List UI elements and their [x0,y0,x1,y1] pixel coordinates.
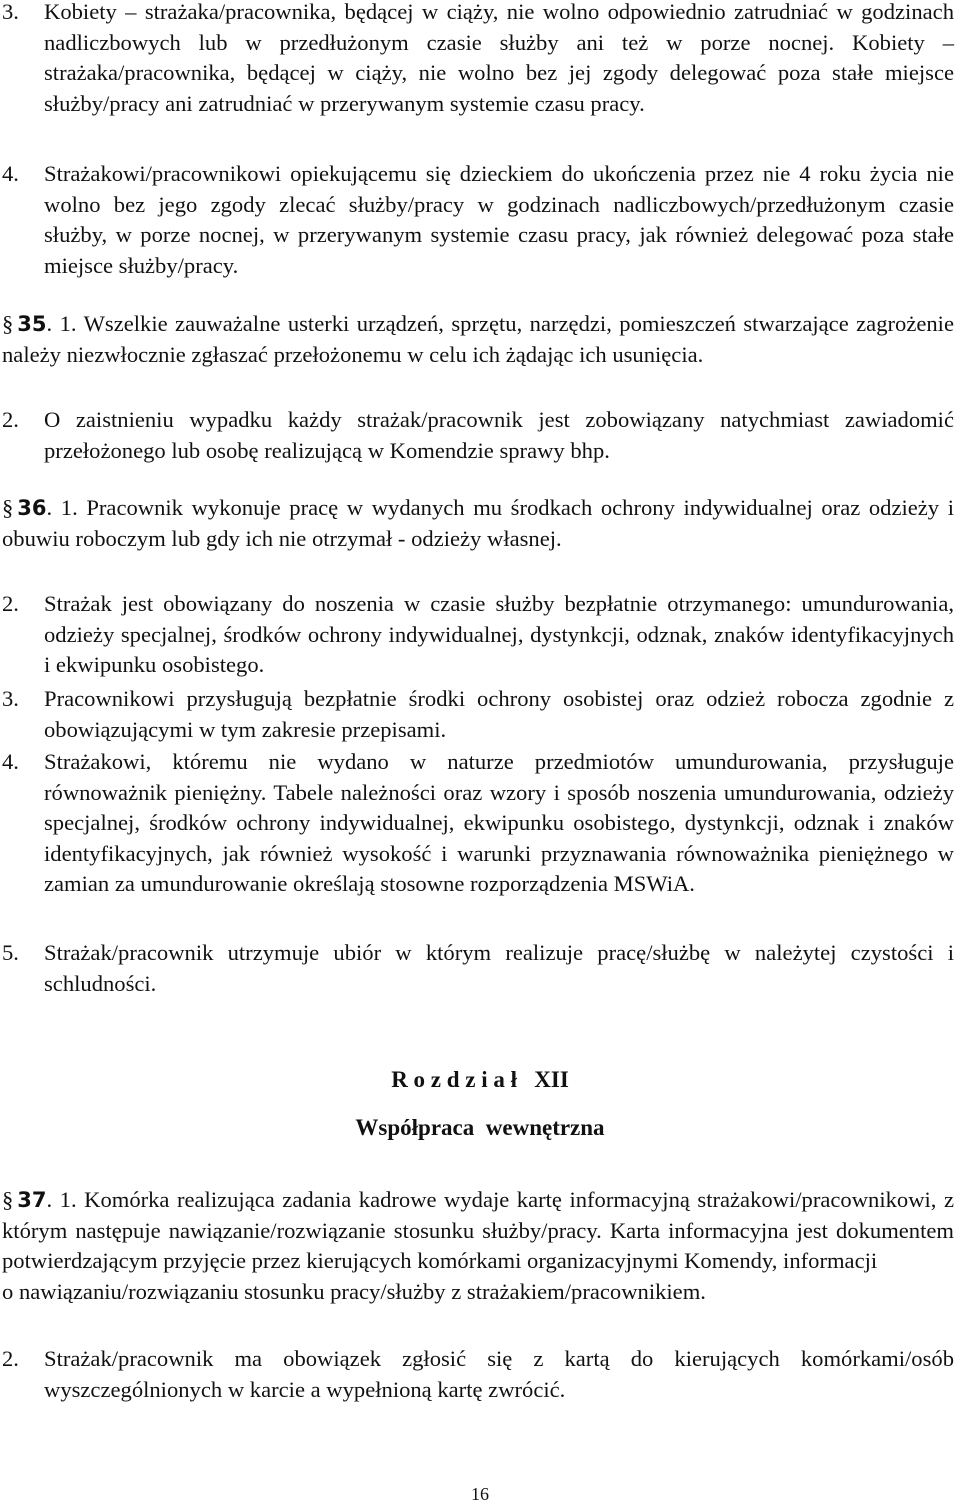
item-text: Pracownikowi przysługują bezpłatnie środki ochrony osobistej oraz odzież robocza zgodnie z obowiązującymi w tym zakresie przepisami. [44,686,954,742]
paragraph-text: . 1. Pracownik wykonuje pracę w wydanych mu środkach ochrony indywidualnej oraz odzieży i obuwiu roboczym lub gdy ich nie otrzymał - odzieży własnej. [2,495,954,551]
list-item [2,159,954,281]
paragraph-36 [2,493,954,554]
section-number: 37 [17,1188,47,1212]
item-number: 2. [2,1346,19,1371]
paragraph-text-continued: o nawiązaniu/rozwiązaniu stosunku pracy/służby z strażakiem/pracownikiem. [2,1278,706,1304]
item-number: 3. [2,686,19,711]
item-text: Strażak/pracownik utrzymuje ubiór w którym realizuje pracę/służbę w należytej czystości i schludności. [44,940,954,996]
list-item [2,1344,954,1405]
list-item [2,0,954,119]
item-number: 2. [2,591,19,616]
section-number: 36 [17,496,47,520]
item-number: 2. [2,407,19,432]
paragraph-text: . 1. Wszelkie zauważalne usterki urządzeń, sprzętu, narzędzi, pomieszczeń stwarzające zagrożenie należy niezwłocznie zgłaszać przełożonemu w celu ich żądając ich usunięcia. [2,311,954,367]
chapter-subheading: Współpraca wewnętrzna [355,1115,605,1140]
list-item [2,405,954,466]
item-number: 4. [2,161,19,186]
section-mark: § [2,1187,14,1212]
item-text: O zaistnieniu wypadku każdy strażak/pracownik jest zobowiązany natychmiast zawiadomić przełożonego lub osobę realizującą w Komendzie sprawy bhp. [44,407,954,463]
list-item [2,938,954,999]
list-item [2,747,954,900]
item-number: 4. [2,749,19,774]
section-mark: § [2,495,14,520]
paragraph-text: . 1. Komórka realizująca zadania kadrowe wydaje kartę informacyjną strażakowi/pracownikowi, z którym następuje nawiązanie/rozwiązanie stosunku służby/pracy. Karta informacyjna jest dokumentem potwierdzającym przyjęcie przez kierujących komórkami organizacyjnymi Komendy, informacji [2,1187,954,1273]
section-mark: § [2,311,14,336]
paragraph-35 [2,309,954,370]
paragraph-37 [2,1185,954,1307]
section-number: 35 [17,312,47,336]
item-text: Strażakowi, któremu nie wydano w naturze przedmiotów umundurowania, przysługuje równoważnik pieniężny. Tabele należności oraz wzory i sposób noszenia umundurowania, odzieży specjalnej, środków ochrony indywidualnej, ekwipunku osobistego, dystynkcji, odznak i znaków identyfikacyjnych, jak również wysokość i warunki przyznawania równoważnika pieniężnego w zamian za umundurowanie określają stosowne rozporządzenia MSWiA. [44,749,954,896]
chapter-heading: R o z d z i a ł XII [391,1067,569,1092]
item-text: Strażak jest obowiązany do noszenia w czasie służby bezpłatnie otrzymanego: umundurowania, odzieży specjalnej, środków ochrony indywidualnej, dystynkcji, odznak, znaków identyfikacyjnych i ekwipunku osobistego. [44,591,954,677]
item-text: Strażakowi/pracownikowi opiekującemu się dzieckiem do ukończenia przez nie 4 roku życia nie wolno bez jego zgody zlecać służby/pracy w godzinach nadliczbowych/przedłużonym czasie służby, w porze nocnej, w przerywanym systemie czasu pracy, jak również delegować poza stałe miejsce służby/pracy. [44,161,954,278]
page-number: 16 [471,1484,489,1504]
list-item [2,684,954,745]
item-text: Strażak/pracownik ma obowiązek zgłosić się z kartą do kierujących komórkami/osób wyszczególnionych w karcie a wypełnioną kartę zwrócić. [44,1346,954,1402]
item-text: Kobiety – strażaka/pracownika, będącej w ciąży, nie wolno odpowiednio zatrudniać w godzinach nadliczbowych lub w przedłużonym czasie służby ani też w porze nocnej. Kobiety – strażaka/pracownika, będącej w ciąży, nie wolno bez jej zgody delegować poza stałe miejsce służby/pracy ani zatrudniać w przerywanym systemie czasu pracy. [44,0,954,116]
item-number: 3. [2,0,19,24]
item-number: 5. [2,940,19,965]
list-item [2,589,954,681]
